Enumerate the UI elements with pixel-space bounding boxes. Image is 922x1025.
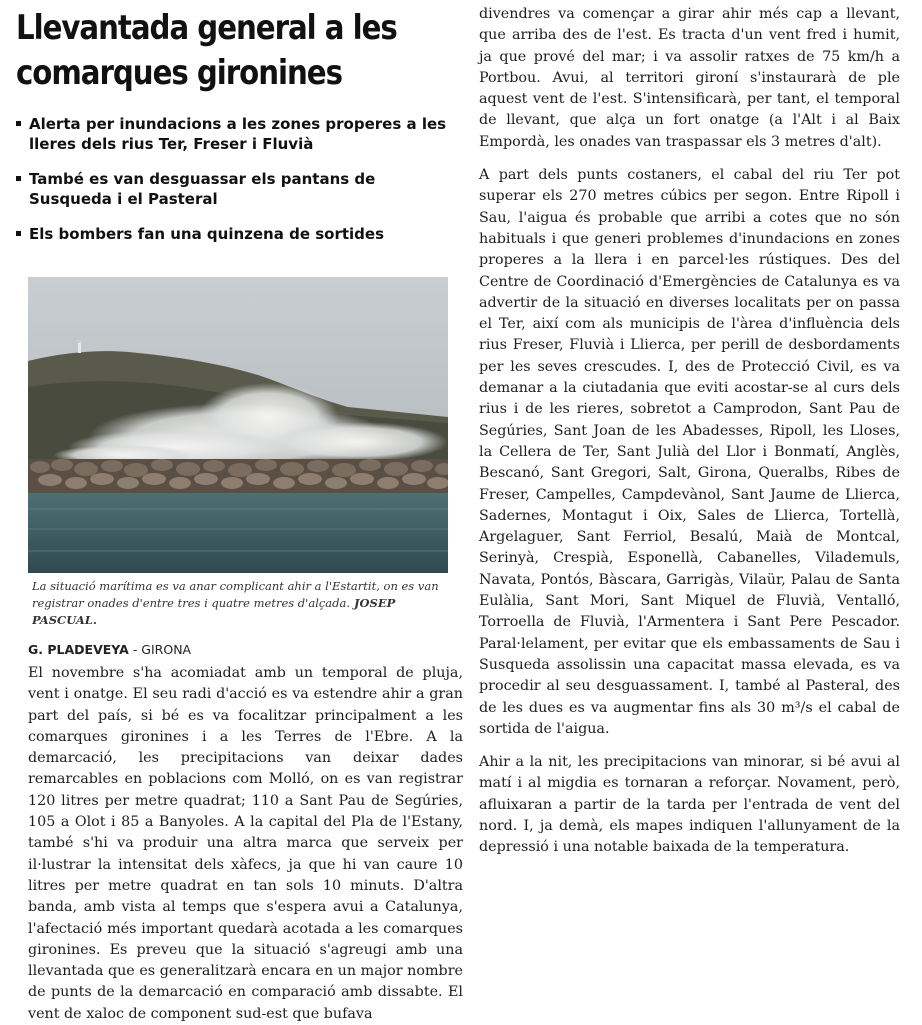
photo-caption	[32, 578, 452, 629]
summary-bullets	[16, 114, 456, 259]
author-name: G. PLADEVEYA	[28, 642, 129, 657]
byline-location: GIRONA	[141, 642, 192, 657]
bullet-square-icon	[16, 176, 21, 181]
bullet-item	[16, 224, 456, 244]
photo-credit: JOSEP PASCUAL.	[32, 596, 396, 627]
body-paragraph: El novembre s'ha acomiadat amb un temporal de pluja, vent i onatge. El seu radi d'acció es va estendre ahir a gran part del país, si bé es va focalitzar principalment a les comarques gironines i a les Terres de l'Ebre. A la demarcació, les precipitacions van deixar dades remarcables en poblacions com Molló, on es van registrar 120 litres per metre quadrat; 110 a Sant Pau de Segúries, 105 a Olot i 85 a Banyoles. A la capital del Pla de l'Estany, també s'hi va produir una altra marca que serveix per il·lustrar la intensitat dels xàfecs, ja que hi van caure 10 litres per metre quadrat en tan sols 10 minuts. D'altra banda, amb vista al temps que s'espera avui a Catalunya, l'afectació més important quedarà acotada a les comarques gironines. Es preveu que la situació s'agreugi amb una llevantada que es generalitzarà encara en un major nombre de punts de la demarcació en comparació amb dissabte. El vent de xaloc de component sud-est que bufava	[28, 665, 463, 1022]
left-column	[16, 6, 463, 1022]
body-paragraph: Ahir a la nit, les precipitacions van minorar, si bé avui al matí i al migdia es tornaran a reforçar. Novament, però, afluixaran a partir de la tarda per l'entrada de vent del nord. I, ja demà, els mapes indiquen l'allunyament de la depressió i una notable baixada de la temperatura.	[479, 754, 900, 856]
bullet-text: Els bombers fan una quinzena de sortides	[29, 225, 384, 243]
right-column	[479, 4, 900, 871]
body-paragraph: divendres va començar a girar ahir més cap a llevant, que arriba des de l'est. Es tracta d'un vent fred i humit, ja que prové del mar; i va assolir ratxes de 75 km/h a Portbou. Avui, al territori gironí s'instaurarà de ple aquest vent de l'est. S'intensificarà, per tant, el temporal de llevant, que alça un fort onatge (a l'Alt i al Baix Empordà, les onades van traspassar els 3 metres d'alt).	[479, 6, 900, 150]
news-photo	[28, 277, 448, 573]
headline: Llevantada general a les comarques gironines	[16, 8, 397, 93]
byline	[28, 642, 191, 657]
bullet-square-icon	[16, 231, 21, 236]
bullet-square-icon	[16, 121, 21, 126]
bullet-text: També es van desguassar els pantans de Susqueda i el Pasteral	[29, 170, 376, 208]
left-body-text	[28, 663, 463, 1025]
bullet-item	[16, 114, 456, 154]
bullet-item	[16, 169, 456, 209]
body-paragraph: A part dels punts costaners, el cabal del riu Ter pot superar els 270 metres cúbics per segon. Entre Ripoll i Sau, l'aigua és probable que arribi a cotes que no són habituals i que generi problemes d'inundacions en zones properes a la llera i en parcel·les rústiques. Des del Centre de Coordinació d'Emergències de Catalunya es va advertir de la situació en diverses localitats per on passa el Ter, així com als municipis de l'àrea d'influència dels rius Freser, Fluvià i Llierca, per perill de desbordaments per les seves crescudes. I, des de Protecció Civil, es va demanar a la ciutadania que eviti acostar-se al curs dels rius i de les rieres, sobretot a Camprodon, Sant Pau de Segúries, Sant Joan de les Abadesses, Ripoll, les Lloses, la Cellera de Ter, Sant Julià del Llor i Bonmatí, Anglès, Bescanó, Sant Gregori, Salt, Girona, Queralbs, Ribes de Freser, Campelles, Campdevànol, Sant Jaume de Llierca, Sadernes, Montagut i Oix, Sales de Llierca, Tortellà, Argelaguer, Sant Ferriol, Besalú, Maià de Montcal, Serinyà, Crespià, Esponellà, Cabanelles, Vilademuls, Navata, Pontós, Bàscara, Garrigàs, Vilaür, Palau de Santa Eulàlia, Sant Mori, Sant Miquel de Fluvià, Ventalló, Torroella de Fluvià, l'Armentera i Sant Pere Pescador. Paral·lelament, per evitar que els embassaments de Sau i Susqueda assolissin una capacitat massa elevada, es va procedir al seu desguassament. I, també al Pasteral, des de les dues es va augmentar fins als 30 m³/s el cabal de sortida de l'aigua.	[479, 167, 900, 737]
byline-separator: -	[132, 642, 142, 657]
caption-text: La situació marítima es va anar complicant ahir a l'Estartit, on es van registrar onades d'entre tres i quatre metres d'alçada. JOSEP PASCUAL.	[32, 579, 439, 627]
bullet-text: Alerta per inundacions a les zones properes a les lleres dels rius Ter, Freser i Fluvià	[29, 115, 447, 153]
